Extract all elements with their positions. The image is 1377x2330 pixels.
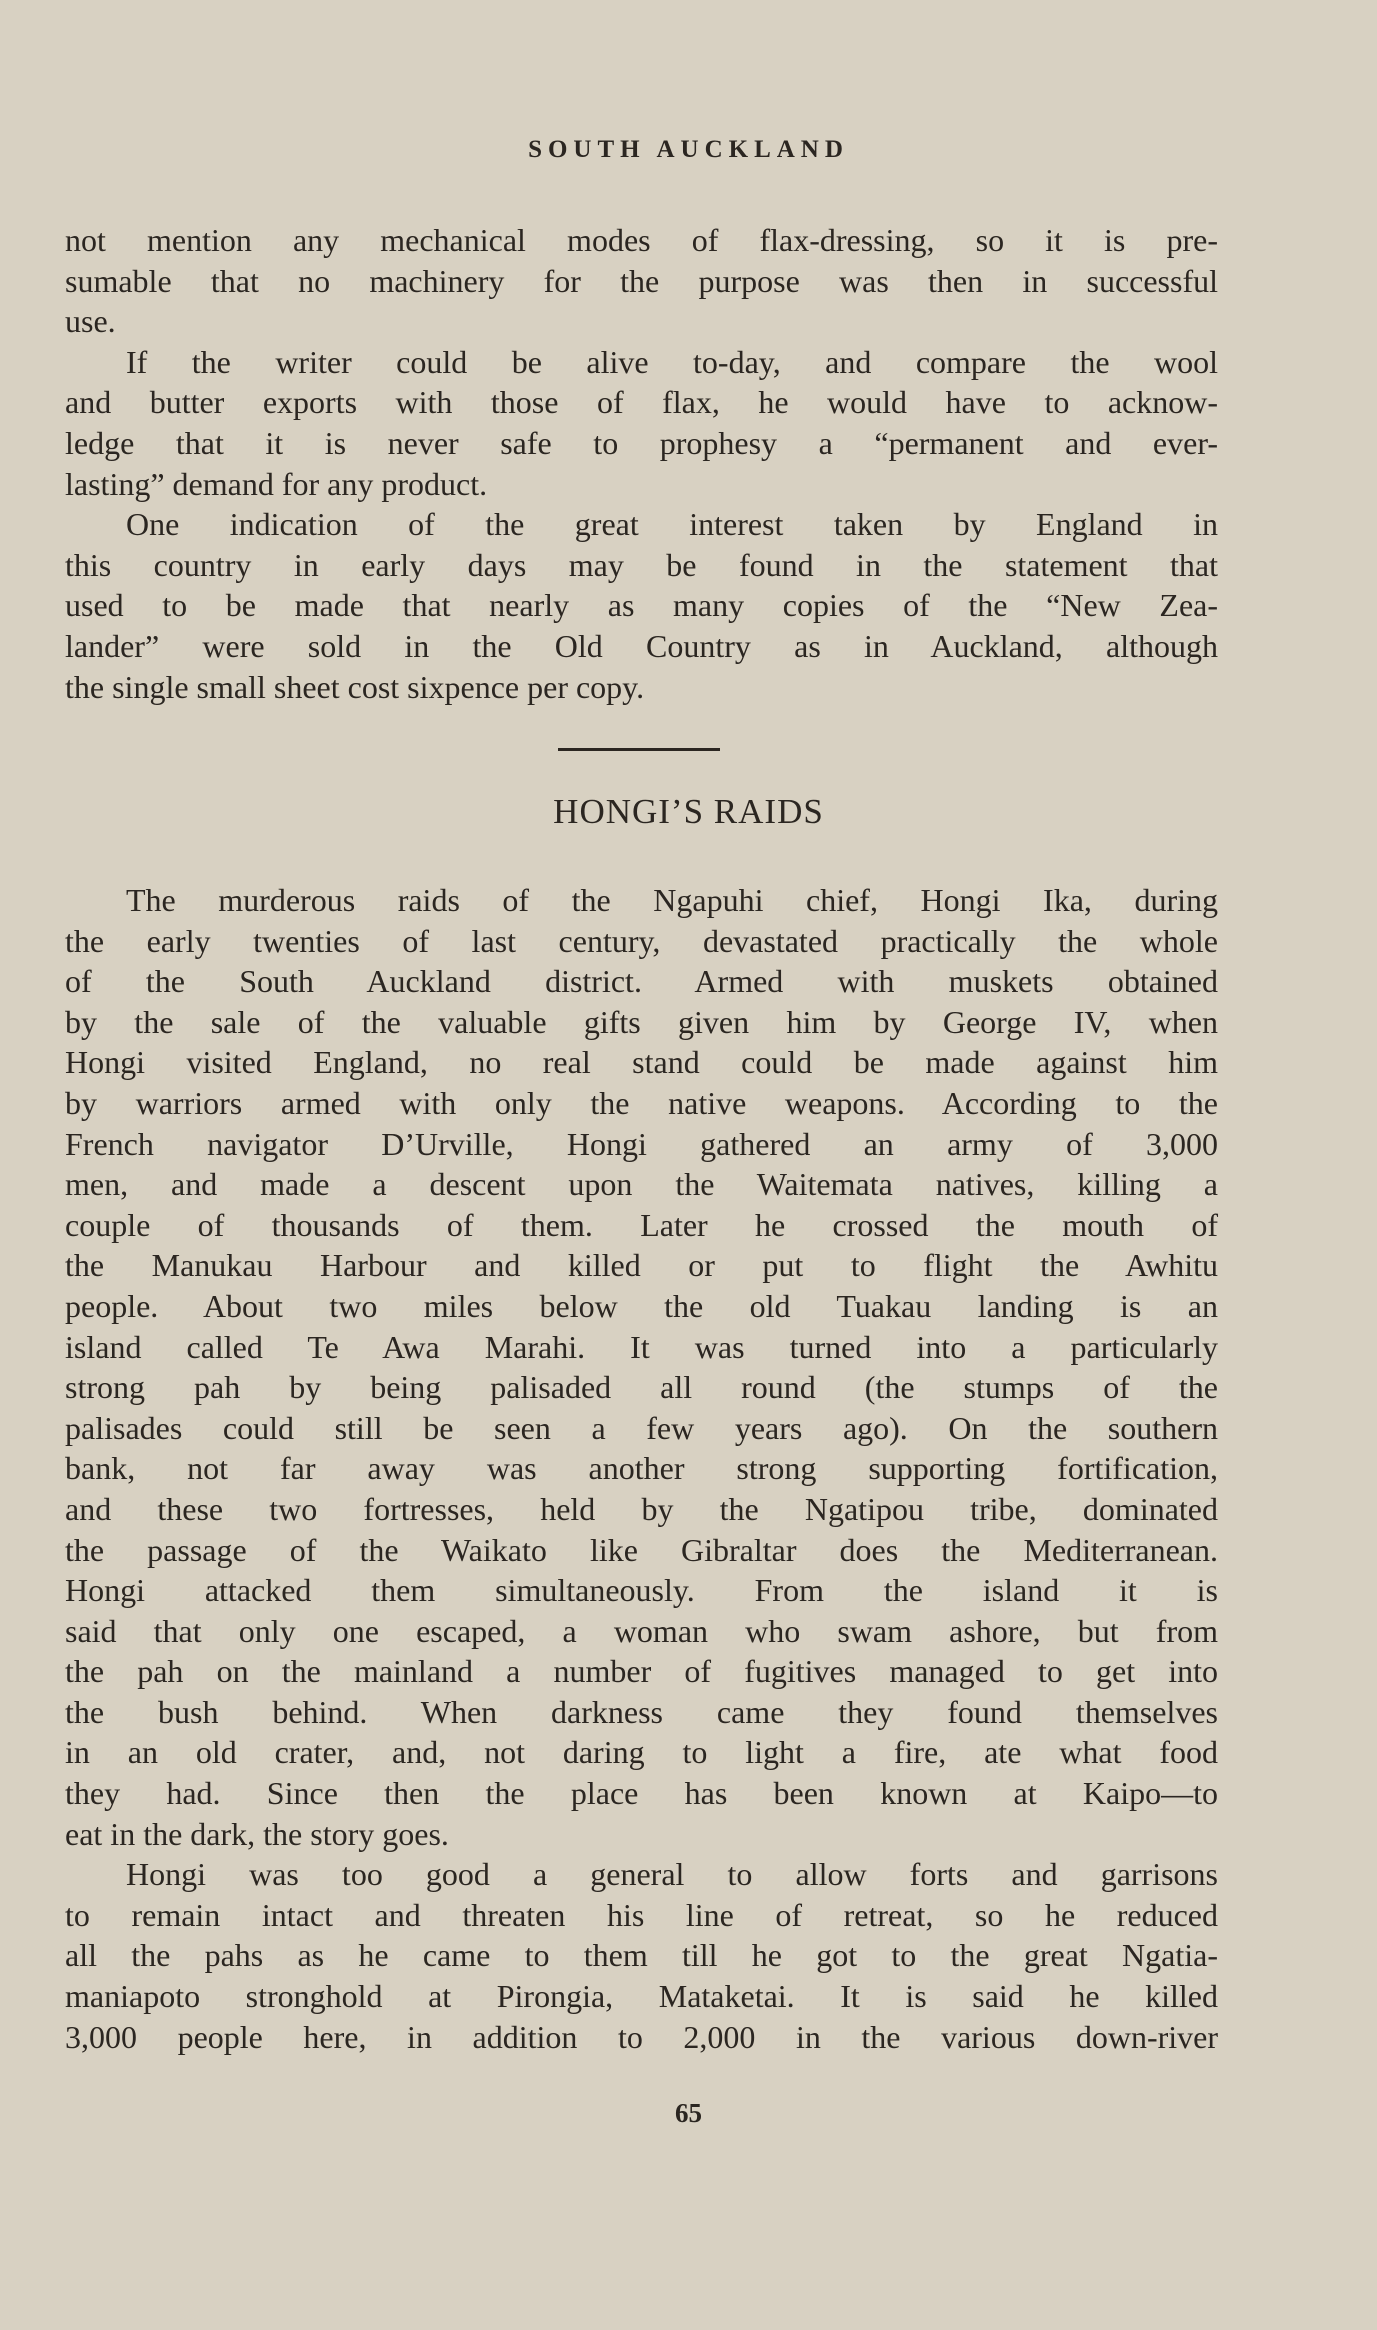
paragraph	[65, 220, 1218, 342]
text-line: in an old crater, and, not daring to light a fire, ate what food	[65, 1734, 1218, 1771]
text-line: they had. Since then the place has been known at Kaipo—to	[65, 1775, 1218, 1812]
text-line: by the sale of the valuable gifts given him by George IV, when	[65, 1003, 1218, 1040]
text-line: the pah on the mainland a number of fugitives managed to get into	[65, 1653, 1218, 1690]
text-line: and these two fortresses, held by the Ngatipou tribe, dominated	[65, 1490, 1218, 1527]
text-line: the early twenties of last century, devastated practically the whole	[65, 922, 1218, 959]
text-line: to remain intact and threaten his line of retreat, so he reduced	[65, 1896, 1218, 1933]
text-line: strong pah by being palisaded all round (the stumps of the	[65, 1369, 1218, 1406]
text-line: The murderous raids of the Ngapuhi chief, Hongi Ika, during	[126, 882, 1218, 918]
paragraph	[65, 342, 1218, 504]
text-line: couple of thousands of them. Later he crossed the mouth of	[65, 1206, 1218, 1243]
text-line: bank, not far away was another strong supporting fortification,	[65, 1450, 1218, 1487]
text-line: Hongi attacked them simultaneously. From the island it is	[65, 1572, 1218, 1609]
running-head: SOUTH AUCKLAND	[528, 136, 849, 163]
page-number: 65	[675, 2098, 702, 2128]
text-line: palisades could still be seen a few years ago). On the southern	[65, 1409, 1218, 1446]
text-line: this country in early days may be found in the statement that	[65, 546, 1218, 583]
text-line: ledge that it is never safe to prophesy a “permanent and ever-	[65, 424, 1218, 461]
section-divider	[558, 748, 720, 751]
text-line: use.	[65, 303, 116, 340]
text-line: French navigator D’Urville, Hongi gathered an army of 3,000	[65, 1125, 1218, 1162]
text-line: men, and made a descent upon the Waitemata natives, killing a	[65, 1166, 1218, 1203]
text-line: the passage of the Waikato like Gibraltar does the Mediterranean.	[65, 1531, 1218, 1568]
text-line: people. About two miles below the old Tuakau landing is an	[65, 1287, 1218, 1324]
text-line: lasting” demand for any product.	[65, 465, 488, 502]
text-line: lander” were sold in the Old Country as in Auckland, although	[65, 627, 1218, 664]
text-line: not mention any mechanical modes of flax-dressing, so it is pre-	[65, 222, 1218, 258]
text-line: 3,000 people here, in addition to 2,000 in the various down-river	[65, 2018, 1218, 2055]
text-line: Hongi visited England, no real stand could be made against him	[65, 1044, 1218, 1081]
text-line: and butter exports with those of flax, he would have to acknow-	[65, 384, 1218, 421]
text-line: eat in the dark, the story goes.	[65, 1815, 449, 1852]
text-line: of the South Auckland district. Armed with muskets obtained	[65, 963, 1218, 1000]
paragraph	[65, 1854, 1218, 2057]
text-line: used to be made that nearly as many copies of the “New Zea-	[65, 587, 1218, 624]
text-line: Hongi was too good a general to allow forts and garrisons	[126, 1856, 1218, 1893]
text-line: If the writer could be alive to-day, and compare the wool	[126, 343, 1218, 380]
text-line: One indication of the great interest taken by England in	[126, 506, 1218, 543]
paragraph	[65, 504, 1218, 707]
section-heading: HONGI’S RAIDS	[553, 792, 824, 831]
section-body-hongis-raids	[65, 880, 1218, 2057]
paragraph	[65, 880, 1218, 1854]
text-line: maniapoto stronghold at Pirongia, Mataketai. It is said he killed	[65, 1978, 1218, 2015]
section-body-flax	[65, 220, 1218, 707]
text-line: said that only one escaped, a woman who swam ashore, but from	[65, 1612, 1218, 1649]
text-line: the bush behind. When darkness came they found themselves	[65, 1693, 1218, 1730]
text-line: the Manukau Harbour and killed or put to flight the Awhitu	[65, 1247, 1218, 1284]
text-line: by warriors armed with only the native weapons. According to the	[65, 1084, 1218, 1121]
text-line: island called Te Awa Marahi. It was turned into a particularly	[65, 1328, 1218, 1365]
text-line: all the pahs as he came to them till he got to the great Ngatia-	[65, 1937, 1218, 1974]
text-line: the single small sheet cost sixpence per copy.	[65, 668, 645, 705]
text-line: sumable that no machinery for the purpose was then in successful	[65, 262, 1218, 299]
